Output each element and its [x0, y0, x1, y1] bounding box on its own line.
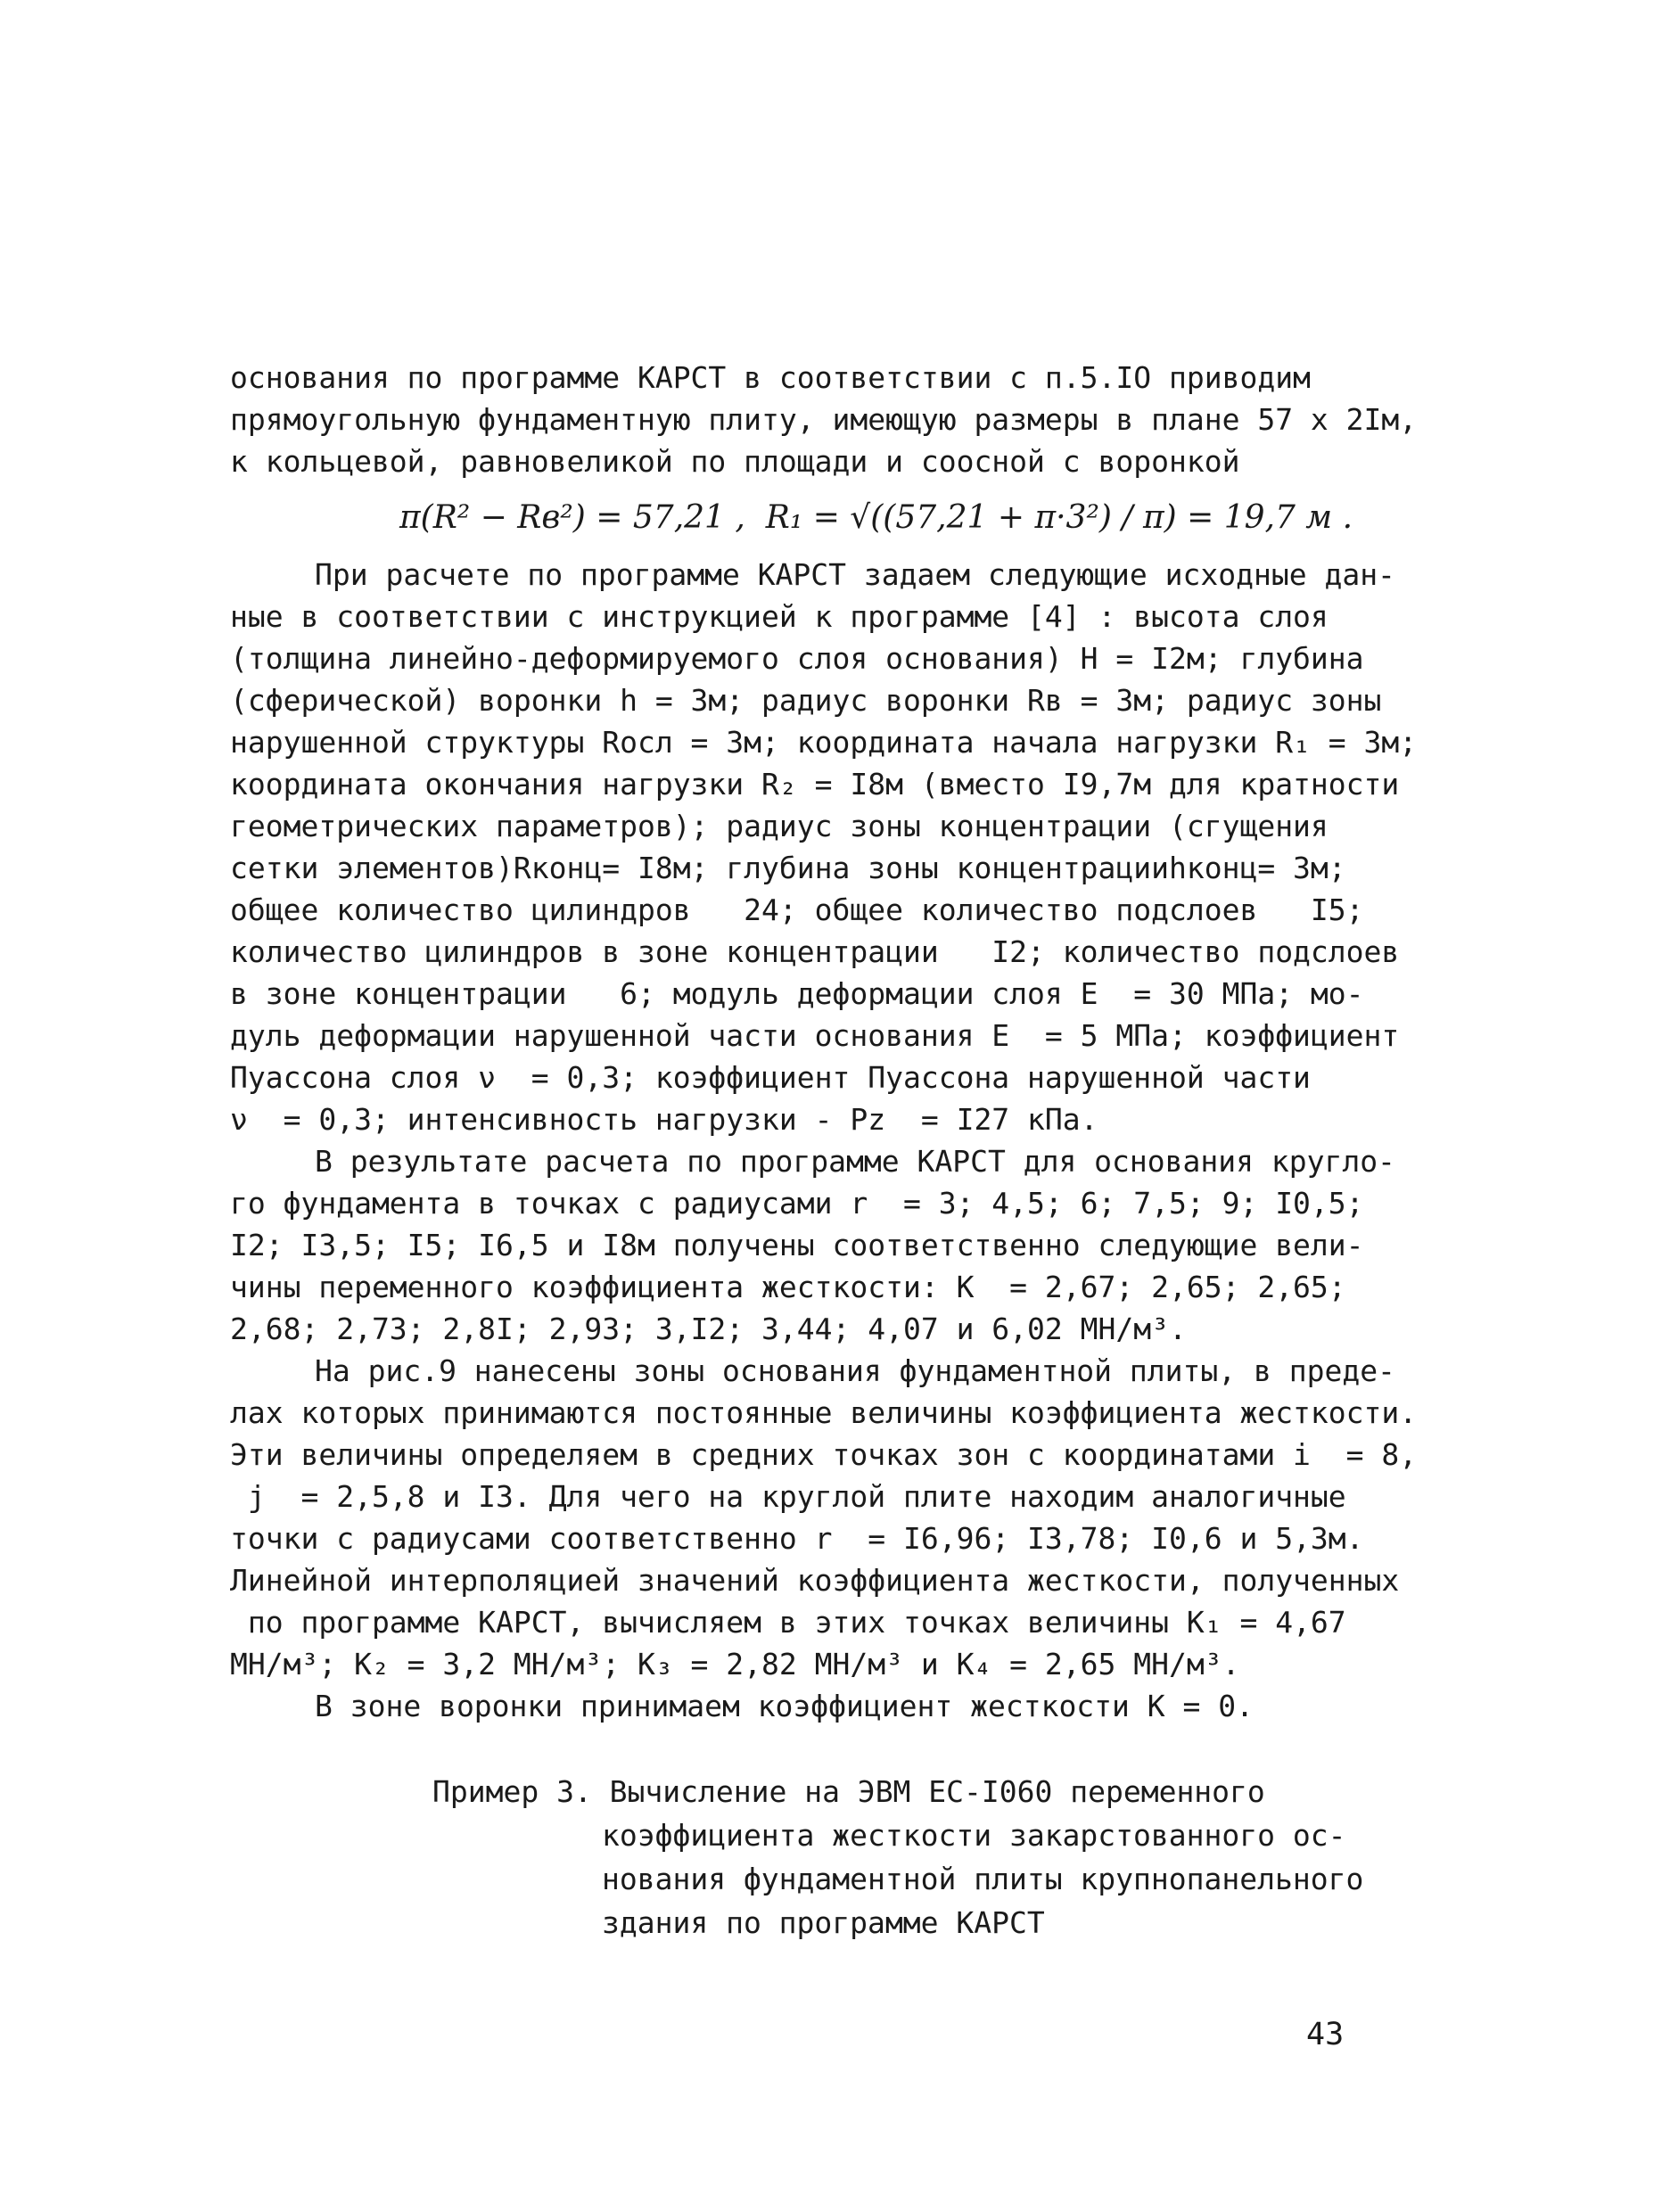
text-line: При расчете по программе КАРСТ задаем следующие исходные дан-	[315, 557, 1395, 592]
text-line: На рис.9 нанесены зоны основания фундаментной плиты, в преде-	[315, 1353, 1395, 1388]
text-line: го фундамента в точках с радиусами r = 3; 4,5; 6; 7,5; 9; I0,5;	[230, 1186, 1364, 1221]
text-line: геометрических параметров); радиус зоны концентрации (сгущения	[230, 809, 1329, 843]
text-line: Линейной интерполяцией значений коэффициента жесткости, полученных	[230, 1563, 1400, 1598]
text-line: Эти величины определяем в средних точках зон с координатами i = 8,	[230, 1437, 1418, 1472]
ring-area-formula: π(R² − Rв²) = 57,21 , R₁ = √((57,21 + π·3²) / π) = 19,7 м .	[399, 499, 1353, 536]
text-line: лах которых принимаются постоянные величины коэффициента жесткости.	[230, 1395, 1418, 1430]
text-line: 2,68; 2,73; 2,8I; 2,93; 3,I2; 3,44; 4,07 и 6,02 МН/м³.	[230, 1312, 1187, 1346]
text-line: j = 2,5,8 и I3. Для чего на круглой плите находим аналогичные	[230, 1479, 1346, 1514]
example-heading	[432, 1770, 1413, 1945]
example-title-line: нования фундаментной плиты крупнопанельного	[602, 1862, 1364, 1896]
text-line: к кольцевой, равновеликой по площади и соосной с воронкой	[230, 444, 1240, 479]
text-line: (сферической) воронки h = 3м; радиус воронки Rв = 3м; радиус зоны	[230, 683, 1382, 718]
text-line: количество цилиндров в зоне концентрации I2; количество подслоев	[230, 934, 1400, 969]
text-line: координата окончания нагрузки R₂ = I8м (вместо I9,7м для кратности	[230, 767, 1400, 802]
example-title-line: здания по программе КАРСТ	[602, 1905, 1045, 1940]
page-number: 43	[1306, 2017, 1345, 2052]
example-title-line: коэффициента жесткости закарстованного ос-	[602, 1818, 1346, 1853]
text-line: нарушенной структуры Rосл = 3м; координата начала нагрузки R₁ = 3м;	[230, 725, 1418, 760]
example-title-line: Пример 3. Вычисление на ЭВМ ЕС-I060 переменного	[432, 1774, 1265, 1809]
body-text	[230, 357, 1418, 1727]
text-line: Пуассона слоя ν = 0,3; коэффициент Пуассона нарушенной части	[230, 1060, 1311, 1095]
text-line: МН/м³; K₂ = 3,2 МН/м³; K₃ = 2,82 МН/м³ и K₄ = 2,65 МН/м³.	[230, 1647, 1240, 1682]
text-line: В результате расчета по программе КАРСТ для основания кругло-	[315, 1144, 1395, 1179]
text-line: ные в соответствии с инструкцией к программе [4] : высота слоя	[230, 599, 1329, 634]
text-line: в зоне концентрации 6; модуль деформации слоя E = 30 МПа; мо-	[230, 976, 1364, 1011]
text-line: общее количество цилиндров 24; общее количество подслоев I5;	[230, 892, 1364, 927]
text-line: дуль деформации нарушенной части основания E = 5 МПа; коэффициент	[230, 1018, 1400, 1053]
text-line: В зоне воронки принимаем коэффициент жесткости K = 0.	[315, 1689, 1254, 1723]
text-line: ν = 0,3; интенсивность нагрузки - Pz = I27 кПа.	[230, 1102, 1098, 1137]
text-line: точки с радиусами соответственно r = I6,96; I3,78; I0,6 и 5,3м.	[230, 1521, 1364, 1556]
text-line: по программе КАРСТ, вычисляем в этих точках величины K₁ = 4,67	[230, 1605, 1346, 1640]
text-line: I2; I3,5; I5; I6,5 и I8м получены соответственно следующие вели-	[230, 1228, 1364, 1262]
text-line: сетки элементов)Rконц= I8м; глубина зоны концентрацииhконц= 3м;	[230, 851, 1346, 885]
text-line: основания по программе КАРСТ в соответствии с п.5.IO приводим	[230, 360, 1311, 395]
text-line: прямоугольную фундаментную плиту, имеющую размеры в плане 57 х 2Iм,	[230, 402, 1418, 437]
text-line: чины переменного коэффициента жесткости: K = 2,67; 2,65; 2,65;	[230, 1270, 1346, 1304]
text-line: (толщина линейно-деформируемого слоя основания) H = I2м; глубина	[230, 641, 1364, 676]
